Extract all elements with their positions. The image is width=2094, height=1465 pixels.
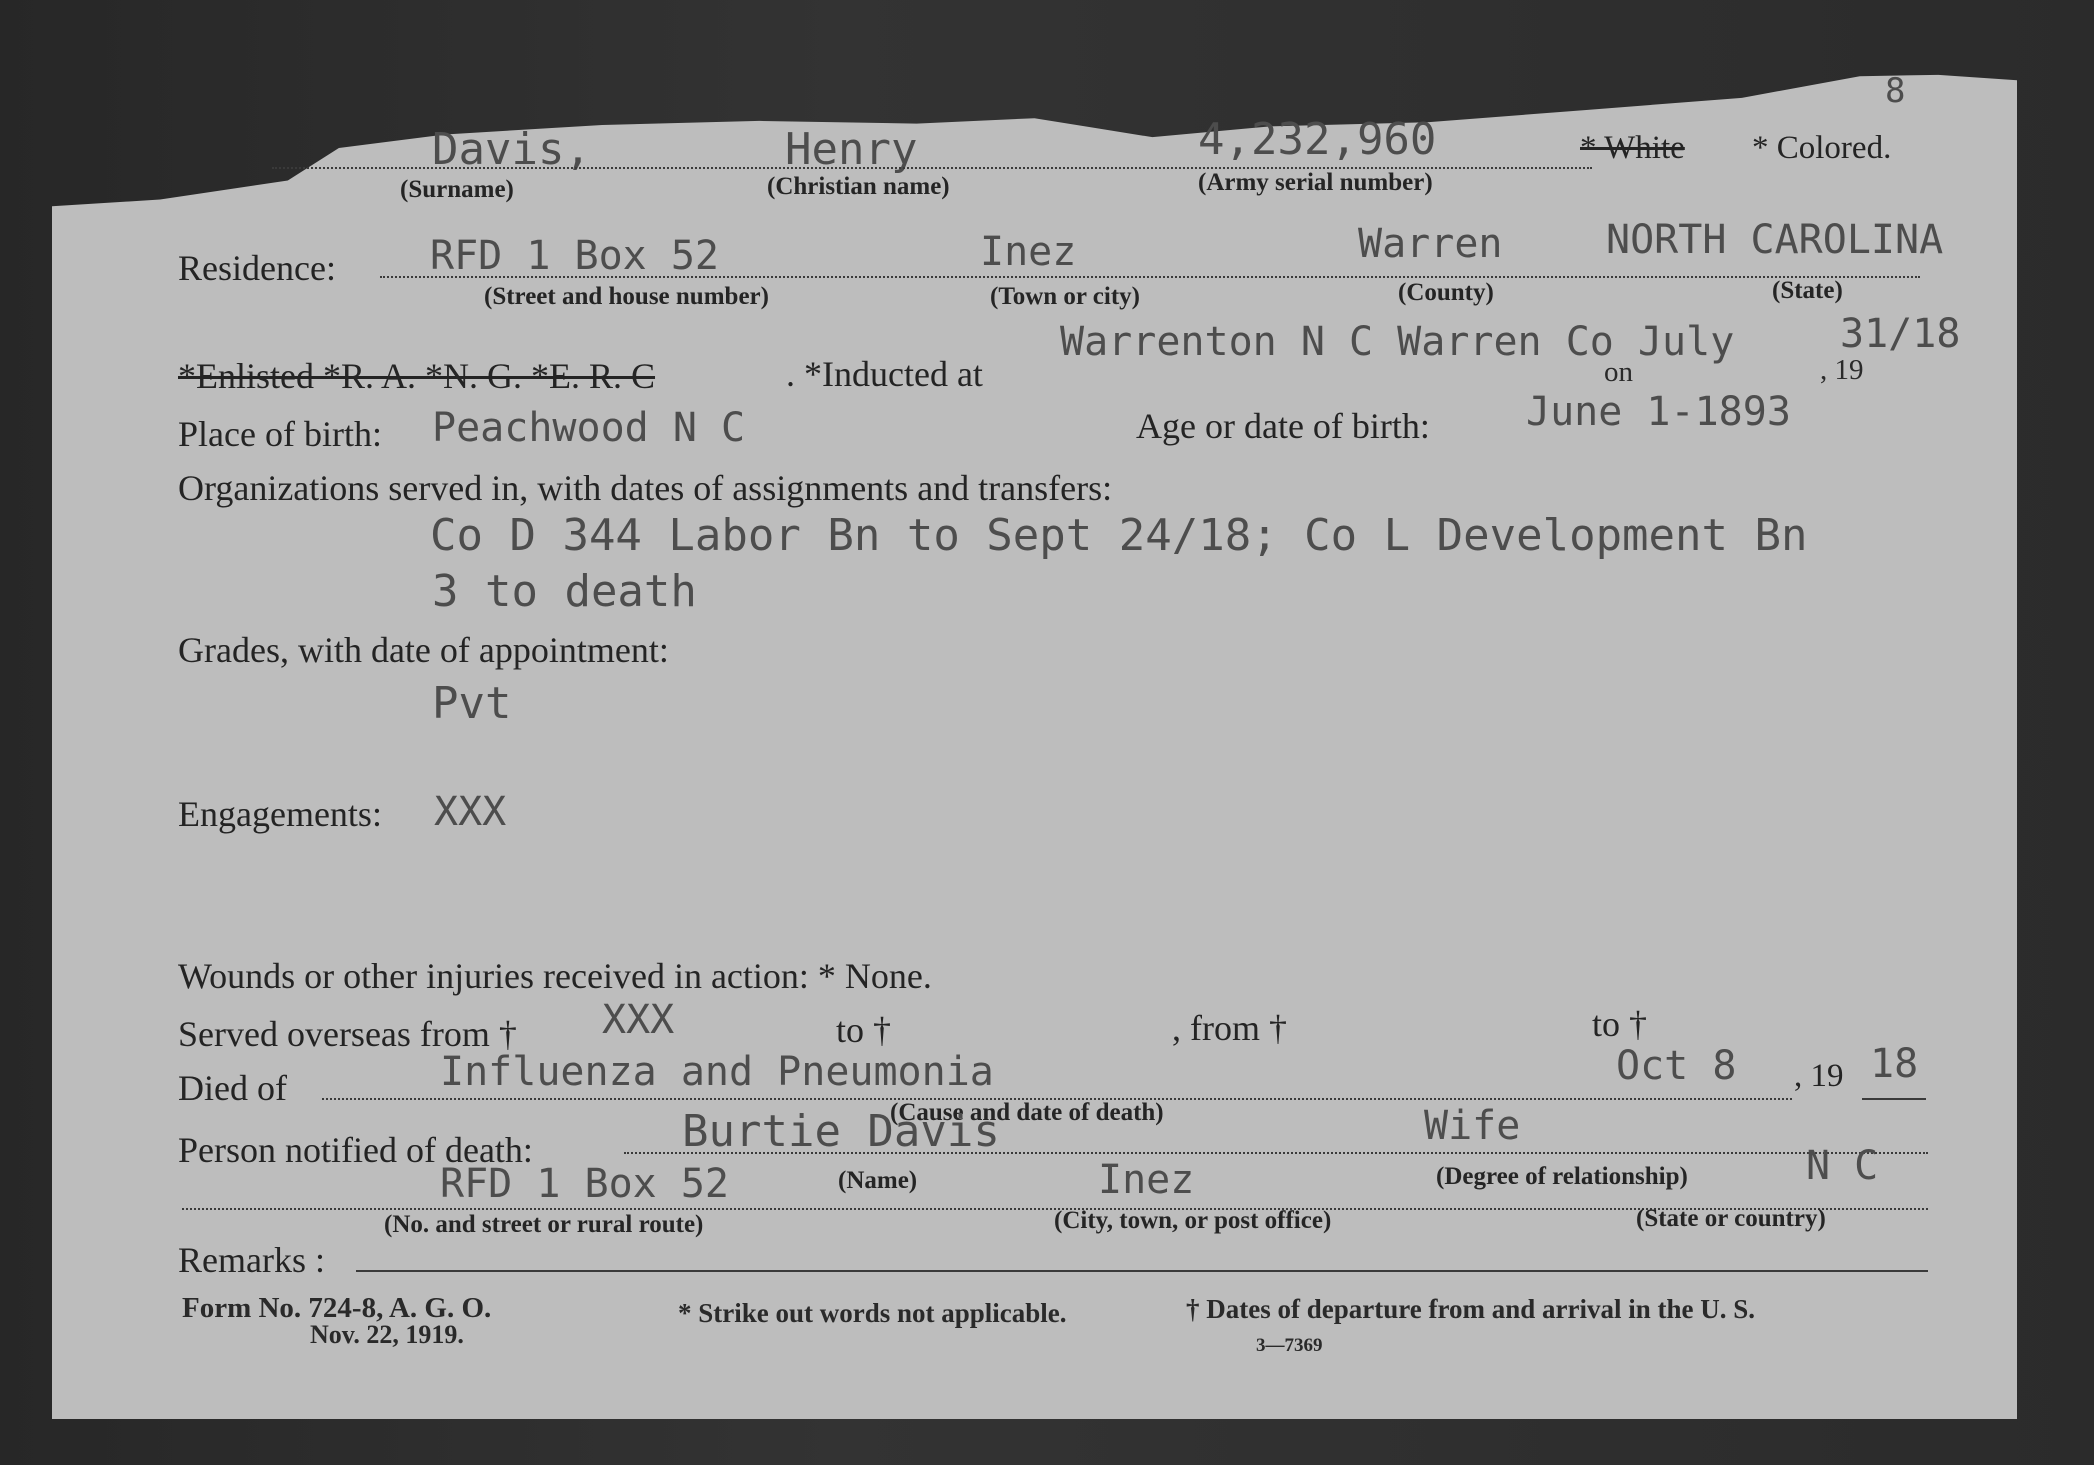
died-label: Died of	[178, 1068, 287, 1108]
race-white: * White	[1580, 130, 1685, 166]
footnote-dates: † Dates of departure from and arrival in the U. S.	[1186, 1294, 1755, 1324]
footnote-strike: * Strike out words not applicable.	[678, 1298, 1067, 1328]
overseas-value: XXX	[602, 997, 675, 1043]
inducted-date: 31/18	[1840, 311, 1961, 357]
serial-number-value: 4,232,960	[1198, 114, 1437, 165]
remarks-label: Remarks :	[178, 1240, 325, 1280]
notified-name: Burtie Davis	[682, 1106, 1000, 1157]
residence-line	[380, 276, 1920, 278]
birth-place-label: Place of birth:	[178, 414, 382, 454]
died-date: Oct 8	[1616, 1043, 1737, 1089]
town-caption: (Town or city)	[990, 283, 1140, 310]
no-street-caption: (No. and street or rural route)	[384, 1211, 704, 1238]
surname-value: Davis,	[432, 124, 591, 175]
race-colored: * Colored.	[1752, 130, 1892, 166]
remarks-line	[356, 1270, 1928, 1272]
notified-line	[624, 1152, 1928, 1154]
relation-caption: (Degree of relationship)	[1436, 1163, 1688, 1190]
form-number: Form No. 724-8, A. G. O.	[182, 1292, 492, 1324]
name-caption: (Name)	[838, 1167, 918, 1194]
notified-label: Person notified of death:	[178, 1130, 533, 1170]
street-caption: (Street and house number)	[484, 283, 769, 310]
overseas-from-2: , from †	[1172, 1008, 1287, 1048]
birth-date-value: June 1-1893	[1526, 389, 1791, 435]
notified-state: N C	[1806, 1143, 1879, 1189]
organizations-line1: Co D 344 Labor Bn to Sept 24/18; Co L Development Bn	[430, 510, 1808, 561]
organizations-label: Organizations served in, with dates of assignments and transfers:	[178, 468, 1113, 508]
inducted-place: Warrenton N C Warren Co July	[1060, 319, 1735, 365]
christian-name-value: Henry	[785, 124, 918, 175]
overseas-to-1: to †	[836, 1010, 892, 1050]
died-year-prefix: , 19	[1794, 1058, 1844, 1094]
residence-state: NORTH CAROLINA	[1606, 217, 1944, 263]
inducted-label: . *Inducted at	[786, 354, 983, 394]
cause-caption: (Cause and date of death)	[890, 1099, 1164, 1126]
died-year-line	[1862, 1098, 1926, 1100]
wounds-label: Wounds or other injuries received in action: * None.	[178, 956, 932, 996]
notified-street: RFD 1 Box 52	[440, 1161, 729, 1207]
birth-place-value: Peachwood N C	[432, 405, 746, 451]
corner-number: 8	[1885, 71, 1906, 111]
died-year: 18	[1870, 1041, 1919, 1087]
residence-town: Inez	[980, 229, 1077, 275]
organizations-line2: 3 to death	[432, 566, 697, 617]
engagements-value: XXX	[434, 789, 507, 835]
residence-label: Residence:	[178, 248, 336, 288]
enlisted-options: *Enlisted *R. A. *N. G. *E. R. C	[178, 356, 656, 396]
state-country-caption: (State or country)	[1636, 1205, 1826, 1232]
county-caption: (County)	[1398, 279, 1494, 306]
form-date: Nov. 22, 1919.	[310, 1320, 464, 1349]
state-caption: (State)	[1772, 277, 1843, 304]
city-caption: (City, town, or post office)	[1054, 1207, 1332, 1234]
died-cause: Influenza and Pneumonia	[440, 1049, 994, 1095]
on-label: on	[1604, 356, 1633, 388]
grades-value: Pvt	[432, 678, 512, 729]
notified-city: Inez	[1098, 1157, 1195, 1203]
age-label: Age or date of birth:	[1136, 406, 1430, 446]
print-code: 3—7369	[1256, 1335, 1323, 1356]
grades-label: Grades, with date of appointment:	[178, 630, 669, 670]
year-prefix: , 19	[1820, 354, 1864, 386]
surname-caption: (Surname)	[400, 176, 514, 203]
engagements-label: Engagements:	[178, 794, 382, 834]
serial-number-caption: (Army serial number)	[1198, 169, 1433, 196]
overseas-to-2: to †	[1592, 1004, 1648, 1044]
overseas-label: Served overseas from †	[178, 1014, 517, 1054]
christian-name-caption: (Christian name)	[767, 173, 950, 200]
notified-relation: Wife	[1424, 1103, 1521, 1149]
residence-county: Warren	[1358, 221, 1503, 267]
residence-street: RFD 1 Box 52	[430, 233, 719, 279]
